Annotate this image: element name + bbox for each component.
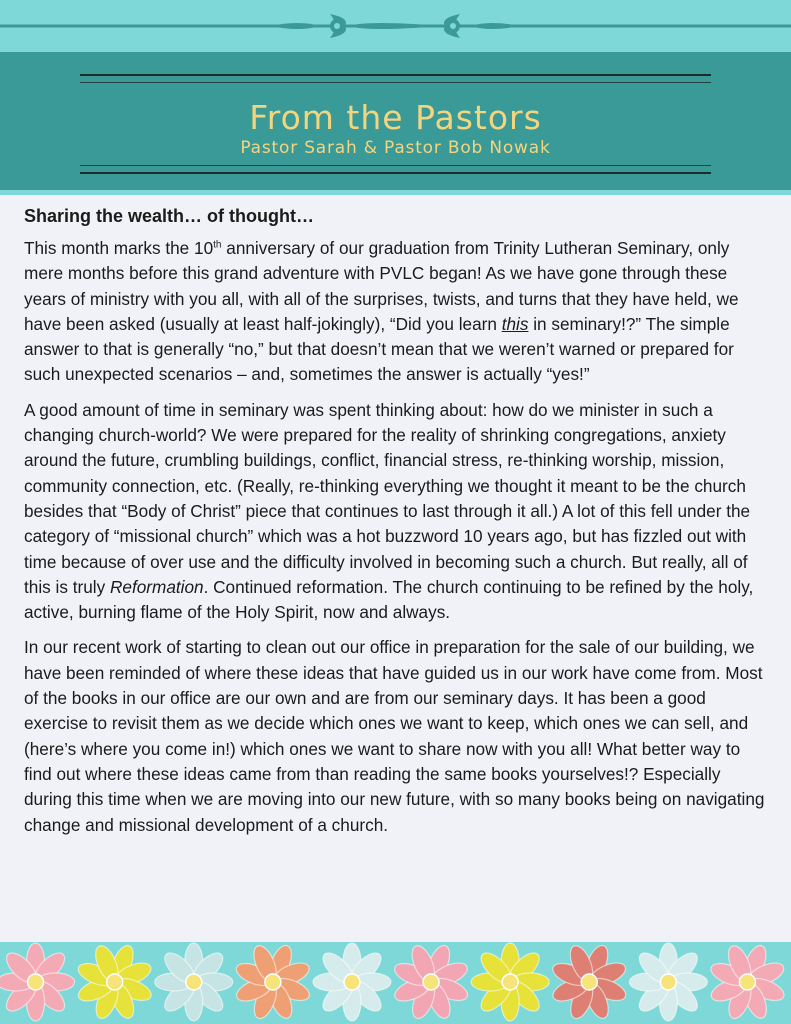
header-rule-top-thin: [80, 82, 711, 83]
header-rule-bottom-thin: [80, 165, 711, 166]
flower-icon: [0, 943, 75, 1021]
p1-emphasis: this: [501, 313, 529, 334]
header-rule-bottom: [80, 172, 711, 174]
flower-icon: [629, 943, 707, 1021]
article-paragraph-1: [24, 236, 769, 388]
p1-text-c: in seminary!?” The simple answer to that is generally “no,” but that doesn’t mean that we weren’t warned or prepared for such unexpected scenarios – and, sometimes the answer is actually “yes!”: [24, 313, 734, 385]
flower-icon: [550, 942, 629, 1021]
article-paragraph-3: In our recent work of starting to clean out our office in preparation for the sale of our building, we have been reminded of where these ideas that have guided us in our work have come from. Most of the books in our office are our own and are from our seminary days. It has been a good exercise to revisit them as we decide which ones we want to keep, which ones we can sell, and (here’s where you come in!) which ones we want to share now with you all! What better way to find out where these ideas came from than reading the same books yourselves!? Especially during this time when we are moving into our new future, with so many books being on navigating change and missional development of a church.: [24, 637, 765, 835]
article-body: [24, 204, 769, 848]
flower-icon: [471, 943, 549, 1021]
page-title: From the Pastors: [249, 98, 542, 137]
flourish-ornament-icon: [0, 0, 791, 52]
p2-emphasis: Reformation: [109, 576, 204, 597]
article-paragraph-2: [24, 398, 769, 626]
p2-text-a: A good amount of time in seminary was spent thinking about: how do we minister in such a changing church-world? We were prepared for the reality of shrinking congregations, anxiety around the future, crumbling buildings, conflict, financial stress, re-thinking worship, mission, community connection, etc. (Really, re-thinking everything we thought it meant to be the church besides that “Body of Christ” piece that continues to last through it all.) A lot of this fell under the category of “missional church” which was a hot buzzword 10 years ago, but has fizzled out with time because of over use and the difficulty involved in becoming such a church. But really, all of this is truly: [24, 399, 751, 597]
flower-icon: [75, 942, 154, 1021]
p1-text-b: anniversary of our graduation from Trinity Lutheran Seminary, only mere months before this grand adventure with PVLC began! As we have gone through these years of ministry with you all, with all of the surprises, twists, and turns that they have held, we have been asked (usually at least half-jokingly), “Did you learn: [24, 238, 739, 334]
p2-text-b: . Continued reformation. The church continuing to be refined by the holy, active, burning flame of the Holy Spirit, now and always.: [24, 576, 754, 623]
p1-superscript: th: [213, 239, 222, 251]
header-rule-top: [80, 74, 711, 76]
footer-flower-band: [0, 942, 791, 1024]
top-ornament-band: [0, 0, 791, 52]
p1-text-a: This month marks the 10: [24, 238, 214, 258]
flower-icon: [313, 943, 391, 1021]
flower-border: [0, 942, 791, 1024]
page-header: [0, 52, 791, 190]
header-divider-strip: [0, 190, 791, 195]
flower-icon: [155, 943, 233, 1021]
article-heading: Sharing the wealth… of thought…: [24, 206, 314, 226]
flower-icon: [233, 942, 312, 1021]
flower-icon: [392, 942, 471, 1021]
flower-icon: [708, 942, 787, 1021]
page-subtitle: Pastor Sarah & Pastor Bob Nowak: [240, 138, 551, 158]
